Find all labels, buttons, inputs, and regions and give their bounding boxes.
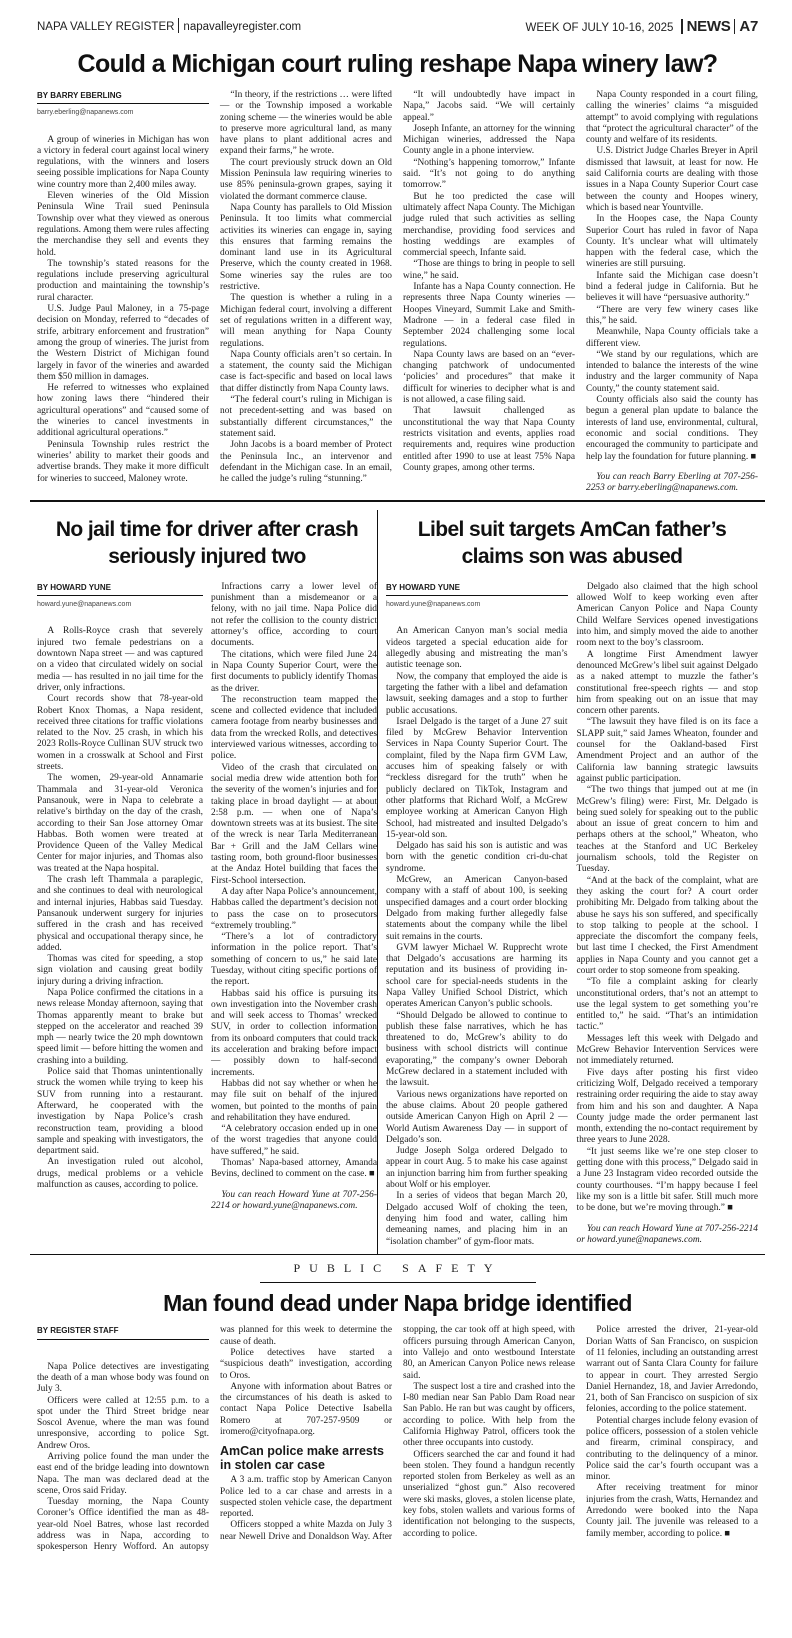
- article-paragraph: Court records show that 78-year-old Robert Knox Thomas, a Napa resident, received three citations for traffic violations related to the Nov. 25 crash, in which his 2023 Rolls-Royce Cullinan SUV struck two women in a crosswalk at School and First streets.: [37, 694, 203, 773]
- article-paragraph: That lawsuit challenged as unconstitutional the way that Napa County restricts visitation and events, applies road requirements and, requires wine production entitled after 1990 to use at least 75% Napa County grapes, among other terms.: [403, 406, 575, 473]
- article-paragraph: The women, 29-year-old Annamarie Thammala and 31-year-old Veronica Pansanouk, were in Napa to celebrate a relative’s birthday on the day of the crash, according to their San Jose attorney Omar Habbas. Both women were treated at Providence Queen of the Valley Medical Center for major injuries, and Thomas also was treated at the Napa hospital.: [37, 773, 203, 874]
- article-winery-law: [37, 90, 758, 494]
- article-paragraph: John Jacobs is a board member of Protect the Peninsula Inc., an intervenor and defendant in the Michigan case. In an email, he called the judge’s ruling “stunning.”: [220, 440, 392, 485]
- article-paragraph: “The lawsuit they have filed is on its face a SLAPP suit,” said James Wheaton, founder and counsel for the Oakland-based First Amendment Project and an author of the California law banning strategic lawsuits against public participation.: [576, 717, 758, 784]
- article-paragraph: The township’s stated reasons for the regulations include preserving agricultural production and maintaining the township’s rural character.: [37, 258, 209, 303]
- byline: BY BARRY EBERLING: [37, 90, 209, 104]
- issue-date: WEEK OF JULY 10-16, 2025: [525, 22, 674, 34]
- article-paragraph: But he too predicted the case will ultimately affect Napa County. The Michigan judge ruled that such activities as selling merchandise, providing food services and hosting weddings are examples of commercial speech, Infante said.: [403, 191, 575, 259]
- header-divider: [681, 19, 683, 34]
- article-paragraph: Thomas was cited for speeding, a stop sign violation and causing great bodily injury during a driving infraction.: [37, 954, 203, 987]
- header-divider: [734, 19, 735, 34]
- article-no-jail-time: [37, 582, 377, 1212]
- section-name: NEWS: [686, 18, 731, 35]
- article-bridge-death: [37, 1325, 758, 1553]
- article-paragraph: Thomas’ Napa-based attorney, Amanda Bevins, declined to comment on the case. ■: [211, 1158, 377, 1180]
- article-paragraph: “Nothing’s happening tomorrow,” Infante said. “It’s not going to do anything tomorrow.”: [403, 157, 575, 191]
- publication-name: NAPA VALLEY REGISTER: [37, 21, 175, 33]
- story-right: [378, 510, 765, 1254]
- article-paragraph: “The federal court’s ruling in Michigan is not precedent-setting and was based on substantially different circumstances,” the statement said.: [220, 395, 392, 439]
- article-paragraph: Police arrested the driver, 21-year-old Dorian Watts of San Francisco, on suspicion of 11 felonies, including an outstanding arrest warrant out of Santa Clara County for failure to appear in court. They arrested Sergio Daniel Hernandez, 18, and Javier Arredondo, 21, both of San Francisco on suspicion of six felonies, according to the police statement.: [586, 1325, 758, 1415]
- article-paragraph: “Those are things to bring in people to sell wine,” he said.: [403, 259, 575, 281]
- article-paragraph: “The two things that jumped out at me (in McGrew’s filing) were: First, Mr. Delgado is being sued solely for speaking out to the public about an issue of great concern to him and perhaps others at the school,” Wheaton, who teaches at the Stanford and UC Berkeley journalism schools, told the Register on Tuesday.: [576, 785, 758, 875]
- header-divider: [178, 18, 179, 33]
- article-paragraph: Habbas said his office is pursuing its own investigation into the November crash and will seek access to Thomas’ wrecked SUV, in order to collection information from its onboard computers that could track its acceleration and braking before impact — possibly down to half-second increments.: [211, 988, 377, 1078]
- article-paragraph: County officials also said the county has begun a general plan update to balance the interests of land use, environmental, cultural, economic and social conditions. They encouraged the community to participate and help lay the foundation for future planning. ■: [586, 395, 758, 462]
- article-paragraph: “There are very few winery cases like this,” he said.: [586, 304, 758, 326]
- article-paragraph: Joseph Infante, an attorney for the winning Michigan wineries, addressed the Napa County angle in a phone interview.: [403, 123, 575, 157]
- article-paragraph: Napa Police confirmed the citations in a news release Monday afternoon, saying that Thomas apparently meant to brake but stepped on the accelerator and reached 39 mph — nearly twice the 20 mph downtown speed limit — before hitting the women and crashing into a building.: [37, 987, 203, 1066]
- article-paragraph: A group of wineries in Michigan has won a victory in federal court against local winery regulations, with the winners and losers seeing possible implications for Napa County wine country more than 2,400 miles away.: [37, 134, 209, 190]
- article-paragraph: Napa County laws are based on an “ever-changing patchwork of undocumented ‘policies’ and procedures” that make it difficult for wineries to decipher what is and is not allowed, a case filing said.: [403, 349, 575, 406]
- website: napavalleyregister.com: [183, 21, 302, 33]
- page-number: A7: [739, 18, 758, 35]
- article-paragraph: Napa County officials aren’t so certain. In a statement, the county said the Michigan case is fact-specific and based on local laws that differ distinctly from Napa County laws.: [220, 349, 392, 394]
- article-paragraph: Napa County responded in a court filing, calling the wineries’ claims “a misguided attempt” to avoid complying with regulations that “protect the agricultural character” of the county and welfare of its residents.: [586, 90, 758, 146]
- article-paragraph: “There’s a lot of contradictory information in the police report. That’s something of concern to us,” he said late Tuesday, without citing specific portions of the report.: [211, 932, 377, 988]
- article-paragraph: Officers were called at 12:55 p.m. to a spot under the Third Street bridge near Soscol Avenue, where the man was found unresponsive, according to police Sgt. Andrew Oros.: [37, 1395, 209, 1451]
- article-libel-suit: [386, 582, 758, 1248]
- article-paragraph: Israel Delgado is the target of a June 27 suit filed by McGrew Behavior Intervention Services in Napa County Superior Court. The complaint, filed by the Napa firm GVM Law, accuses him of speaking falsely or with “reckless disregard for the truth” when he publicly declared on TikTok, Instagram and other platforms that Richard Wolf, a McGrew employee working at American Canyon High School, had mistreated and insulted Delgado’s 15-year-old son.: [386, 716, 568, 840]
- article-paragraph: Napa Police detectives are investigating the death of a man whose body was found on July 3.: [37, 1361, 209, 1395]
- headline-bridge-death: Man found dead under Napa bridge identified: [163, 1290, 632, 1317]
- article-paragraph: Delgado has said his son is autistic and was born with the genetic condition cri-du-chat syndrome.: [386, 841, 568, 874]
- article-paragraph: An American Canyon man’s social media videos targeted a special education aide for allegedly abusing and mistreating the man’s autistic teenage son.: [386, 626, 568, 671]
- author-email: barry.eberling@napanews.com: [37, 109, 134, 117]
- article-paragraph: “It will undoubtedly have impact in Napa,” Jacobs said. “We will certainly appeal.”: [403, 90, 575, 123]
- article-paragraph: Meanwhile, Napa County officials take a different view.: [586, 327, 758, 349]
- byline: BY REGISTER STAFF: [37, 1325, 209, 1339]
- author-email: howard.yune@napanews.com: [386, 601, 481, 609]
- article-paragraph: An investigation ruled out alcohol, drugs, medical problems or a vehicle malfunction as causes, according to police.: [37, 1157, 203, 1191]
- story-left: [30, 510, 377, 1254]
- article-paragraph: The court previously struck down an Old Mission Peninsula law requiring wineries to use 85% peninsula-grown grapes, saying it violated the dormant commerce clause.: [220, 157, 392, 202]
- article-paragraph: “A celebratory occasion ended up in one of the worst tragedies that anyone could have suffered,” he said.: [211, 1124, 377, 1157]
- article-paragraph: Officers stopped a white Mazda on July 3 near Newell Drive and Donaldson Way. After stopping, the car took off at high speed, with officers pursuing through American Canyon, into Vallejo and onto westbound Interstate 80, an American Canyon Police news release said.: [220, 1325, 575, 1542]
- article-paragraph: A longtime First Amendment lawyer denounced McGrew’s libel suit against Delgado as a naked attempt to muzzle the father’s constitutional free-speech rights — and stop him from speaking out on an issue that may concern other parents.: [576, 649, 758, 717]
- article-paragraph: Infractions carry a lower level of punishment than a misdemeanor or a felony, with no jail time. Napa Police did not refer the collision to the county district attorney’s office, according to court documents.: [211, 581, 377, 649]
- article-paragraph: Peninsula Township rules restrict the wineries’ ability to market their goods and advertise brands. They make it more difficult for wineries to succeed, Maloney wrote.: [37, 439, 209, 484]
- article-paragraph: Police detectives have started a “suspicious death” investigation, according to Oros.: [220, 1347, 392, 1381]
- article-paragraph: Now, the company that employed the aide is targeting the father with a libel and defamation lawsuit, seeking damages and a stop to further public accusations.: [386, 671, 568, 716]
- byline: BY HOWARD YUNE: [37, 582, 203, 596]
- middle-stories: [30, 510, 765, 1254]
- headline-winery-law: Could a Michigan court ruling reshape Napa winery law?: [77, 50, 718, 78]
- article-paragraph: The suspect lost a tire and crashed into the I-80 median near San Pablo Dam Road near San Pablo. He ran but was caught by officers, according to police. With help from the California Highway Patrol, officers took the other three occupants into custody.: [403, 1381, 575, 1449]
- article-paragraph: Infante said the Michigan case doesn’t bind a federal judge in California. But he believes it will have “persuasive authority.”: [586, 270, 758, 304]
- article-paragraph: GVM lawyer Michael W. Rupprecht wrote that Delgado’s accusations are harming its reputation and its business of providing in-school care for special-needs students in the Napa Valley Unified School District, which operates American Canyon’s public schools.: [386, 942, 568, 1010]
- article-paragraph: In the Hoopes case, the Napa County Superior Court has ruled in favor of Napa County. It’s unclear what will ultimately happen with the federal case, which the wineries are still pursuing.: [586, 214, 758, 270]
- article-paragraph: Judge Joseph Solga ordered Delgado to appear in court Aug. 5 to make his case against an injunction barring him from further speaking about Wolf or his employer.: [386, 1146, 568, 1191]
- section-underline: [260, 1282, 536, 1283]
- subheadline: AmCan police make arrests in stolen car case: [220, 1444, 384, 1473]
- article-paragraph: After receiving treatment for minor injuries from the crash, Watts, Hernandez and Arredondo were booked into the Napa County jail. The juvenile was released to a family member, according to police. ■: [586, 1483, 758, 1539]
- article-paragraph: “And at the back of the complaint, what are they asking the court for? A court order prohibiting Mr. Delgado from talking about the abuse he says his son suffered, and specifically to stop talking to people at the school. I appreciate the discomfort the company feels, but last time I checked, the First Amendment applies in Napa County and you cannot get a court order to stop someone from speaking.: [576, 875, 758, 976]
- article-paragraph: A 3 a.m. traffic stop by American Canyon Police led to a car chase and arrests in a suspected stolen vehicle case, the department reported.: [220, 1475, 392, 1520]
- author-contact: You can reach Howard Yune at 707-256-2214 or howard.yune@napanews.com.: [576, 1223, 758, 1245]
- article-paragraph: Delgado also claimed that the high school allowed Wolf to keep working even after American Canyon Police and Napa County Child Welfare Services opened investigations into him, and simply moved the aide to another room next to the boy’s classroom.: [576, 581, 758, 649]
- article-paragraph: “Should Delgado be allowed to continue to publish these false narratives, which he has threatened to do, McGrew’s ability to do business with school districts will continue evaporating,” the company’s owner Deborah McGrew declared in a statement included with the lawsuit.: [386, 1010, 568, 1089]
- article-paragraph: The reconstruction team mapped the scene and collected evidence that included camera footage from nearby businesses and data from the wrecked Rolls, and detectives interviewed various witnesses, according to police.: [211, 694, 377, 762]
- article-paragraph: Habbas did not say whether or when he may file suit on behalf of the injured women, but pointed to the months of pain and rehabilitation they have endured.: [211, 1078, 377, 1123]
- page-header: [30, 14, 765, 36]
- article-paragraph: He referred to witnesses who explained how zoning laws there “hindered their agricultural operations” and “caused some of the wineries to cancel investments in additional agricultural operations.”: [37, 383, 209, 439]
- article-paragraph: Napa County has parallels to Old Mission Peninsula. It too limits what commercial activities its wineries can engage in, saying this ensures that farming remains the dominant land use in its Agricultural Preserve, which the county created in 1968. Some wineries say the rules are too restrictive.: [220, 202, 392, 293]
- author-email: howard.yune@napanews.com: [37, 601, 132, 609]
- article-paragraph: Potential charges include felony evasion of police officers, possession of a stolen vehicle and firearm, criminal conspiracy, and contributing to the delinquency of a minor. Police said the car’s fourth occupant was a minor.: [586, 1415, 758, 1483]
- article-paragraph: U.S. Judge Paul Maloney, in a 75-page decision on Monday, referred to “decades of strife, arbitrary enforcement and frustration” among the group of wineries. The jurist from the Western District of Michigan found largely in favor of the wineries and awarded them $50 million in damages.: [37, 304, 209, 382]
- byline: BY HOWARD YUNE: [386, 582, 568, 596]
- article-paragraph: The crash left Thammala a paraplegic, and she continues to deal with neurological and internal injuries, Habbas said Tuesday. Pansanouk underwent surgery for injuries suffered in the crash and has received physical and occupational therapy since, he added.: [37, 875, 203, 953]
- header-right: [526, 18, 758, 35]
- article-paragraph: A day after Napa Police’s announcement, Habbas called the department’s decision not to pass the case on to prosecutors “extremely troubling.”: [211, 886, 377, 931]
- article-paragraph: U.S. District Judge Charles Breyer in April dismissed that lawsuit, at least for now. He said California courts are dealing with those issues in a Napa County Superior Court case between the county and Hoopes winery, which is based near Yountville.: [586, 146, 758, 213]
- headline-no-jail-time: No jail time for driver after crash seriously injured two: [55, 517, 359, 568]
- author-contact: You can reach Barry Eberling at 707-256-2253 or barry.eberling@napanews.com.: [586, 471, 758, 494]
- newspaper-page: [30, 0, 765, 1554]
- author-contact: You can reach Howard Yune at 707-256-2214 or howard.yune@napanews.com.: [211, 1189, 377, 1211]
- article-paragraph: Messages left this week with Delgado and McGrew Behavior Intervention Services were not immediately returned.: [576, 1033, 758, 1067]
- article-paragraph: Anyone with information about Batres or the circumstances of his death is asked to contact Napa Police Detective Isabella Romero at 707-257-9509 or iromero@cityofnapa.org.: [220, 1381, 392, 1437]
- article-paragraph: McGrew, an American Canyon-based company with a staff of about 100, is seeking unspecified damages and a court order blocking Delgado from making further allegedly false statements about the company while the libel suit remains in the courts.: [386, 875, 568, 942]
- article-paragraph: Officers searched the car and found it had been stolen. They found a handgun recently reported stolen from Berkeley as well as an unserialized “ghost gun.” Also recovered were ski masks, gloves, a stolen license plate, key fobs, stolen wallets and various forms of identification not belonging to the suspects, according to police.: [403, 1449, 575, 1539]
- article-paragraph: “It just seems like we’re one step closer to getting done with this process,” Delgado said in a June 23 Instagram video recorded outside the county courthouses. “I’m happy because I feel like my son is a little bit safer. Still much more to be done, but we’re moving through.” ■: [576, 1146, 758, 1214]
- article-paragraph: Arriving police found the man under the east end of the bridge leading into downtown Napa. The man was declared dead at the scene, Oros said Friday.: [37, 1451, 209, 1496]
- article-paragraph: Infante has a Napa County connection. He represents three Napa County wineries — Hoopes Vineyard, Summit Lake and Smith-Madrone — in a federal case filed in September 2024 challenging some local regulations.: [403, 282, 575, 349]
- headline-libel-suit: Libel suit targets AmCan father’s claims son was abused: [417, 517, 727, 568]
- article-paragraph: Police said that Thomas unintentionally struck the women while trying to keep his SUV from running into a restaurant. Afterward, he cooperated with the investigation by Napa Police’s crash reconstruction team, providing a blood sample and speaking with investigators, the department said.: [37, 1067, 203, 1157]
- article-paragraph: Five days after posting his first video criticizing Wolf, Delgado received a temporary restraining order requiring the aide to stay away from him and his son and daughter. A Napa County judge made the order permanent last month, extending the no-contact requirement by three years to June 2028.: [576, 1067, 758, 1146]
- header-left: [37, 18, 301, 33]
- article-paragraph: Video of the crash that circulated on social media drew wide attention both for the severity of the women’s injuries and for taking place in broad daylight — at about 2:58 p.m. — when one of Napa’s downtown streets was at its busiest. The site of the wreck is near Tarla Mediterranean Bar + Grill and the JaM Cellars wine tasting room, both ground-floor businesses at the Andaz Hotel building that faces the First-School intersection.: [211, 762, 377, 886]
- article-paragraph: In a series of videos that began March 20, Delgado accused Wolf of choking the teen, denying him food and water, calling him demeaning names, and placing him in an “isolation chamber” of gym-floor mats.: [386, 1191, 568, 1247]
- article-paragraph: “To file a complaint asking for clearly unconstitutional orders, that’s not an attempt to use the legal system to get something you’re entitled to,” he said. “That’s an intimidation tactic.”: [576, 977, 758, 1033]
- article-paragraph: “We stand by our regulations, which are intended to balance the interests of the wine industry and the larger community of Napa County,” the county statement said.: [586, 349, 758, 394]
- article-paragraph: A Rolls-Royce crash that severely injured two female pedestrians on a downtown Napa street — and was captured on a video that circulated widely on social media — has resulted in no jail time for the driver, only infractions.: [37, 626, 203, 693]
- divider: [30, 1254, 765, 1256]
- article-paragraph: Eleven wineries of the Old Mission Peninsula Wine Trail sued Peninsula Township over what they viewed as onerous regulations. Among them were rules affecting the merchandise they sell and events they hold.: [37, 191, 209, 258]
- divider: [30, 500, 765, 502]
- article-paragraph: Tuesday morning, the Napa County Coroner’s Office identified the man as 48-year-old Noel Batres, whose last recorded address was in Napa, according to spokesperson Henry Wofford. An autopsy was planned for this week to determine the cause of death.: [37, 1325, 392, 1553]
- article-paragraph: Various news organizations have reported on the abuse claims. About 20 people gathered outside American Canyon High on April 2 — World Autism Awareness Day — in support of Delgado’s son.: [386, 1089, 568, 1145]
- article-paragraph: The citations, which were filed June 24 in Napa County Superior Court, were the first documents to publicly identify Thomas as the driver.: [211, 649, 377, 694]
- article-paragraph: The question is whether a ruling in a Michigan federal court, involving a different set of regulations written in a different way, will mean anything for Napa County regulations.: [220, 293, 392, 349]
- article-paragraph: “In theory, if the restrictions … were lifted — or the Township imposed a workable zoning scheme — the wineries would be able to preserve more agricultural land, as many have plans to plant additional acres and expand their farms,” he wrote.: [220, 90, 392, 157]
- section-label: PUBLIC SAFETY: [293, 1261, 502, 1276]
